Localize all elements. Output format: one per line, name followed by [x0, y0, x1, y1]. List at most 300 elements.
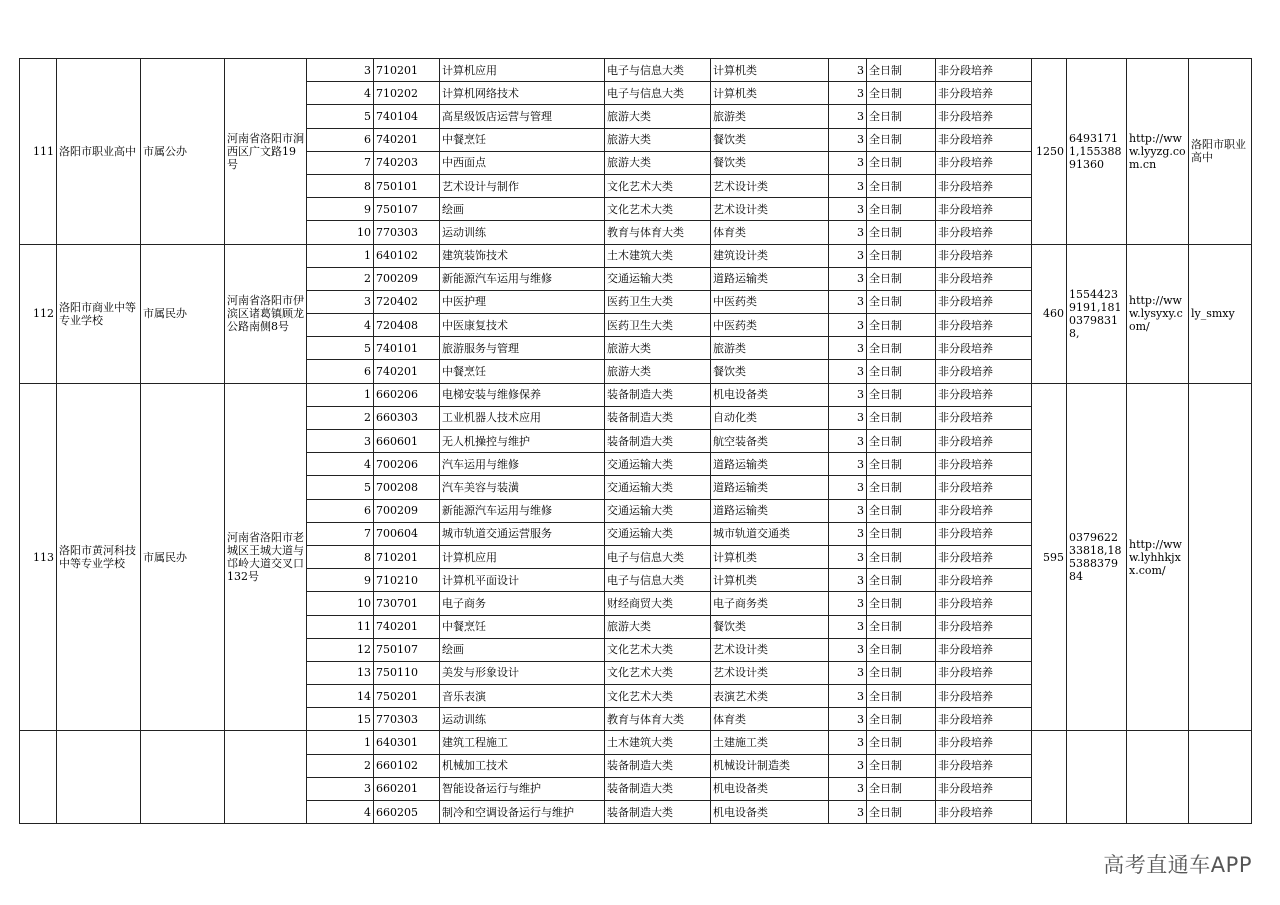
major-class: 电子商务类 [711, 592, 829, 615]
school-address: 河南省洛阳市老城区王城大道与邙岭大道交叉口132号 [225, 383, 307, 731]
major-code: 660206 [374, 383, 440, 406]
major-name: 旅游服务与管理 [440, 337, 605, 360]
training-type: 非分段培养 [936, 360, 1032, 383]
major-category: 教育与体育大类 [605, 221, 711, 244]
training-type: 非分段培养 [936, 105, 1032, 128]
major-category: 文化艺术大类 [605, 661, 711, 684]
major-class: 机电设备类 [711, 801, 829, 824]
study-mode: 全日制 [867, 522, 936, 545]
major-category: 装备制造大类 [605, 383, 711, 406]
major-years: 3 [829, 198, 867, 221]
major-years: 3 [829, 174, 867, 197]
major-name: 中餐烹饪 [440, 360, 605, 383]
school-remark [1189, 383, 1252, 731]
major-class: 体育类 [711, 708, 829, 731]
study-mode: 全日制 [867, 128, 936, 151]
major-seq: 4 [307, 453, 374, 476]
major-years: 3 [829, 314, 867, 337]
major-code: 740104 [374, 105, 440, 128]
enrollment-table [19, 58, 1252, 824]
major-code: 770303 [374, 708, 440, 731]
study-mode: 全日制 [867, 592, 936, 615]
table-row [20, 383, 1252, 406]
training-type: 非分段培养 [936, 221, 1032, 244]
training-type: 非分段培养 [936, 638, 1032, 661]
school-type [141, 731, 225, 824]
school-number [20, 731, 57, 824]
major-years: 3 [829, 82, 867, 105]
training-type: 非分段培养 [936, 383, 1032, 406]
major-code: 660102 [374, 754, 440, 777]
training-type: 非分段培养 [936, 267, 1032, 290]
major-class: 计算机类 [711, 545, 829, 568]
major-name: 电子商务 [440, 592, 605, 615]
major-category: 电子与信息大类 [605, 569, 711, 592]
major-name: 艺术设计与制作 [440, 174, 605, 197]
major-code: 740201 [374, 615, 440, 638]
study-mode: 全日制 [867, 59, 936, 82]
contact-phone: 15544239191,18103798318, [1067, 244, 1127, 383]
school-number: 113 [20, 383, 57, 731]
major-seq: 9 [307, 198, 374, 221]
school-address [225, 731, 307, 824]
major-class: 体育类 [711, 221, 829, 244]
major-seq: 3 [307, 430, 374, 453]
major-class: 餐饮类 [711, 360, 829, 383]
major-seq: 6 [307, 360, 374, 383]
major-seq: 4 [307, 314, 374, 337]
major-name: 计算机应用 [440, 59, 605, 82]
study-mode: 全日制 [867, 244, 936, 267]
major-code: 730701 [374, 592, 440, 615]
school-number: 112 [20, 244, 57, 383]
major-seq: 6 [307, 128, 374, 151]
major-code: 660303 [374, 406, 440, 429]
major-name: 中医康复技术 [440, 314, 605, 337]
study-mode: 全日制 [867, 708, 936, 731]
major-name: 中医护理 [440, 290, 605, 313]
major-seq: 3 [307, 59, 374, 82]
major-name: 运动训练 [440, 221, 605, 244]
major-class: 航空装备类 [711, 430, 829, 453]
major-category: 文化艺术大类 [605, 198, 711, 221]
school-name [57, 731, 141, 824]
major-category: 土木建筑大类 [605, 244, 711, 267]
major-code: 740201 [374, 360, 440, 383]
training-type: 非分段培养 [936, 453, 1032, 476]
study-mode: 全日制 [867, 221, 936, 244]
major-seq: 9 [307, 569, 374, 592]
major-code: 770303 [374, 221, 440, 244]
major-code: 640301 [374, 731, 440, 754]
school-address: 河南省洛阳市伊滨区诸葛镇顾龙公路南侧8号 [225, 244, 307, 383]
major-years: 3 [829, 685, 867, 708]
major-class: 餐饮类 [711, 128, 829, 151]
study-mode: 全日制 [867, 615, 936, 638]
training-type: 非分段培养 [936, 290, 1032, 313]
major-name: 美发与形象设计 [440, 661, 605, 684]
school-remark [1189, 731, 1252, 824]
major-seq: 1 [307, 731, 374, 754]
major-class: 机械设计制造类 [711, 754, 829, 777]
major-category: 装备制造大类 [605, 754, 711, 777]
school-website: http://www.lysyxy.com/ [1127, 244, 1189, 383]
study-mode: 全日制 [867, 801, 936, 824]
major-class: 中医药类 [711, 290, 829, 313]
major-code: 750110 [374, 661, 440, 684]
major-category: 旅游大类 [605, 337, 711, 360]
major-code: 740101 [374, 337, 440, 360]
major-code: 660205 [374, 801, 440, 824]
major-name: 电梯安装与维修保养 [440, 383, 605, 406]
major-category: 旅游大类 [605, 128, 711, 151]
major-seq: 2 [307, 267, 374, 290]
study-mode: 全日制 [867, 430, 936, 453]
major-category: 旅游大类 [605, 360, 711, 383]
major-class: 道路运输类 [711, 267, 829, 290]
major-seq: 11 [307, 615, 374, 638]
training-type: 非分段培养 [936, 151, 1032, 174]
training-type: 非分段培养 [936, 244, 1032, 267]
major-seq: 10 [307, 221, 374, 244]
school-website [1127, 731, 1189, 824]
major-class: 表演艺术类 [711, 685, 829, 708]
major-category: 土木建筑大类 [605, 731, 711, 754]
major-category: 装备制造大类 [605, 777, 711, 800]
training-type: 非分段培养 [936, 592, 1032, 615]
major-code: 640102 [374, 244, 440, 267]
major-class: 计算机类 [711, 82, 829, 105]
major-class: 艺术设计类 [711, 638, 829, 661]
training-type: 非分段培养 [936, 337, 1032, 360]
major-name: 新能源汽车运用与维修 [440, 499, 605, 522]
major-class: 艺术设计类 [711, 174, 829, 197]
major-code: 710210 [374, 569, 440, 592]
study-mode: 全日制 [867, 406, 936, 429]
study-mode: 全日制 [867, 105, 936, 128]
training-type: 非分段培养 [936, 777, 1032, 800]
training-type: 非分段培养 [936, 198, 1032, 221]
training-type: 非分段培养 [936, 174, 1032, 197]
study-mode: 全日制 [867, 638, 936, 661]
school-type: 市属民办 [141, 244, 225, 383]
major-seq: 14 [307, 685, 374, 708]
table-row [20, 731, 1252, 754]
major-seq: 7 [307, 151, 374, 174]
major-years: 3 [829, 592, 867, 615]
major-seq: 1 [307, 244, 374, 267]
study-mode: 全日制 [867, 267, 936, 290]
major-name: 新能源汽车运用与维修 [440, 267, 605, 290]
major-category: 教育与体育大类 [605, 708, 711, 731]
major-category: 装备制造大类 [605, 430, 711, 453]
major-name: 计算机平面设计 [440, 569, 605, 592]
study-mode: 全日制 [867, 499, 936, 522]
study-mode: 全日制 [867, 685, 936, 708]
major-code: 750101 [374, 174, 440, 197]
major-name: 高星级饭店运营与管理 [440, 105, 605, 128]
training-type: 非分段培养 [936, 522, 1032, 545]
major-years: 3 [829, 383, 867, 406]
major-years: 3 [829, 638, 867, 661]
study-mode: 全日制 [867, 453, 936, 476]
major-name: 建筑工程施工 [440, 731, 605, 754]
major-seq: 5 [307, 105, 374, 128]
major-seq: 4 [307, 82, 374, 105]
major-seq: 6 [307, 499, 374, 522]
training-type: 非分段培养 [936, 82, 1032, 105]
major-name: 计算机网络技术 [440, 82, 605, 105]
major-years: 3 [829, 499, 867, 522]
major-years: 3 [829, 801, 867, 824]
major-seq: 15 [307, 708, 374, 731]
major-years: 3 [829, 661, 867, 684]
training-type: 非分段培养 [936, 430, 1032, 453]
major-category: 交通运输大类 [605, 267, 711, 290]
training-type: 非分段培养 [936, 708, 1032, 731]
study-mode: 全日制 [867, 476, 936, 499]
study-mode: 全日制 [867, 545, 936, 568]
training-type: 非分段培养 [936, 406, 1032, 429]
training-type: 非分段培养 [936, 545, 1032, 568]
training-type: 非分段培养 [936, 569, 1032, 592]
major-seq: 7 [307, 522, 374, 545]
major-category: 装备制造大类 [605, 406, 711, 429]
major-name: 汽车运用与维修 [440, 453, 605, 476]
major-code: 720408 [374, 314, 440, 337]
major-years: 3 [829, 337, 867, 360]
table-row [20, 244, 1252, 267]
major-seq: 8 [307, 174, 374, 197]
school-website: http://www.lyyzg.com.cn [1127, 59, 1189, 245]
major-code: 700209 [374, 267, 440, 290]
major-code: 710201 [374, 59, 440, 82]
major-years: 3 [829, 545, 867, 568]
major-seq: 1 [307, 383, 374, 406]
study-mode: 全日制 [867, 82, 936, 105]
major-class: 机电设备类 [711, 383, 829, 406]
major-class: 建筑设计类 [711, 244, 829, 267]
major-years: 3 [829, 615, 867, 638]
major-category: 交通运输大类 [605, 522, 711, 545]
major-category: 交通运输大类 [605, 453, 711, 476]
study-mode: 全日制 [867, 661, 936, 684]
major-name: 音乐表演 [440, 685, 605, 708]
major-class: 餐饮类 [711, 151, 829, 174]
school-name: 洛阳市职业高中 [57, 59, 141, 245]
major-class: 计算机类 [711, 59, 829, 82]
major-class: 计算机类 [711, 569, 829, 592]
major-code: 700208 [374, 476, 440, 499]
major-name: 绘画 [440, 638, 605, 661]
major-category: 电子与信息大类 [605, 82, 711, 105]
major-seq: 3 [307, 777, 374, 800]
major-name: 汽车美容与装潢 [440, 476, 605, 499]
training-type: 非分段培养 [936, 615, 1032, 638]
major-code: 750107 [374, 638, 440, 661]
major-class: 城市轨道交通类 [711, 522, 829, 545]
study-mode: 全日制 [867, 174, 936, 197]
school-website: http://www.lyhhkjxx.com/ [1127, 383, 1189, 731]
enrollment-plan: 1250 [1032, 59, 1067, 245]
major-years: 3 [829, 406, 867, 429]
watermark: 高考直通车APP [1103, 853, 1252, 877]
major-seq: 10 [307, 592, 374, 615]
school-address: 河南省洛阳市涧西区广文路19号 [225, 59, 307, 245]
study-mode: 全日制 [867, 569, 936, 592]
major-years: 3 [829, 360, 867, 383]
contact-phone: 64931711,15538891360 [1067, 59, 1127, 245]
enrollment-plan [1032, 731, 1067, 824]
major-name: 运动训练 [440, 708, 605, 731]
training-type: 非分段培养 [936, 661, 1032, 684]
major-name: 工业机器人技术应用 [440, 406, 605, 429]
major-category: 交通运输大类 [605, 499, 711, 522]
training-type: 非分段培养 [936, 754, 1032, 777]
major-category: 装备制造大类 [605, 801, 711, 824]
major-class: 土建施工类 [711, 731, 829, 754]
major-category: 电子与信息大类 [605, 59, 711, 82]
major-code: 710202 [374, 82, 440, 105]
training-type: 非分段培养 [936, 59, 1032, 82]
major-class: 自动化类 [711, 406, 829, 429]
major-category: 医药卫生大类 [605, 314, 711, 337]
major-years: 3 [829, 151, 867, 174]
study-mode: 全日制 [867, 777, 936, 800]
major-name: 中餐烹饪 [440, 615, 605, 638]
major-class: 机电设备类 [711, 777, 829, 800]
major-years: 3 [829, 731, 867, 754]
study-mode: 全日制 [867, 314, 936, 337]
school-remark: ly_smxy [1189, 244, 1252, 383]
major-years: 3 [829, 430, 867, 453]
study-mode: 全日制 [867, 360, 936, 383]
major-category: 旅游大类 [605, 151, 711, 174]
major-class: 道路运输类 [711, 499, 829, 522]
major-class: 道路运输类 [711, 453, 829, 476]
study-mode: 全日制 [867, 754, 936, 777]
training-type: 非分段培养 [936, 731, 1032, 754]
study-mode: 全日制 [867, 383, 936, 406]
major-years: 3 [829, 221, 867, 244]
training-type: 非分段培养 [936, 476, 1032, 499]
study-mode: 全日制 [867, 290, 936, 313]
major-years: 3 [829, 754, 867, 777]
major-name: 计算机应用 [440, 545, 605, 568]
major-class: 旅游类 [711, 337, 829, 360]
major-code: 740203 [374, 151, 440, 174]
major-seq: 5 [307, 476, 374, 499]
training-type: 非分段培养 [936, 128, 1032, 151]
major-years: 3 [829, 59, 867, 82]
major-years: 3 [829, 105, 867, 128]
major-years: 3 [829, 708, 867, 731]
major-category: 交通运输大类 [605, 476, 711, 499]
school-type: 市属公办 [141, 59, 225, 245]
major-name: 绘画 [440, 198, 605, 221]
study-mode: 全日制 [867, 731, 936, 754]
training-type: 非分段培养 [936, 685, 1032, 708]
major-seq: 12 [307, 638, 374, 661]
major-name: 城市轨道交通运营服务 [440, 522, 605, 545]
major-seq: 8 [307, 545, 374, 568]
major-years: 3 [829, 777, 867, 800]
training-type: 非分段培养 [936, 499, 1032, 522]
major-code: 660201 [374, 777, 440, 800]
table-row [20, 59, 1252, 82]
study-mode: 全日制 [867, 198, 936, 221]
major-seq: 2 [307, 754, 374, 777]
major-class: 旅游类 [711, 105, 829, 128]
study-mode: 全日制 [867, 337, 936, 360]
major-category: 财经商贸大类 [605, 592, 711, 615]
major-class: 餐饮类 [711, 615, 829, 638]
major-code: 750107 [374, 198, 440, 221]
major-code: 700604 [374, 522, 440, 545]
major-class: 艺术设计类 [711, 198, 829, 221]
major-code: 660601 [374, 430, 440, 453]
major-years: 3 [829, 244, 867, 267]
major-name: 建筑装饰技术 [440, 244, 605, 267]
training-type: 非分段培养 [936, 314, 1032, 337]
study-mode: 全日制 [867, 151, 936, 174]
school-type: 市属民办 [141, 383, 225, 731]
enrollment-plan: 595 [1032, 383, 1067, 731]
major-years: 3 [829, 267, 867, 290]
school-number: 111 [20, 59, 57, 245]
major-seq: 3 [307, 290, 374, 313]
major-category: 电子与信息大类 [605, 545, 711, 568]
school-name: 洛阳市黄河科技中等专业学校 [57, 383, 141, 731]
major-years: 3 [829, 476, 867, 499]
school-remark: 洛阳市职业高中 [1189, 59, 1252, 245]
major-category: 旅游大类 [605, 105, 711, 128]
major-years: 3 [829, 128, 867, 151]
major-seq: 13 [307, 661, 374, 684]
major-class: 道路运输类 [711, 476, 829, 499]
major-code: 740201 [374, 128, 440, 151]
major-category: 文化艺术大类 [605, 685, 711, 708]
major-name: 中西面点 [440, 151, 605, 174]
major-name: 机械加工技术 [440, 754, 605, 777]
major-years: 3 [829, 522, 867, 545]
major-name: 制冷和空调设备运行与维护 [440, 801, 605, 824]
major-category: 文化艺术大类 [605, 638, 711, 661]
major-seq: 5 [307, 337, 374, 360]
training-type: 非分段培养 [936, 801, 1032, 824]
table-body [20, 59, 1252, 824]
major-seq: 4 [307, 801, 374, 824]
major-code: 700206 [374, 453, 440, 476]
major-years: 3 [829, 290, 867, 313]
major-seq: 2 [307, 406, 374, 429]
major-code: 710201 [374, 545, 440, 568]
major-code: 720402 [374, 290, 440, 313]
major-name: 无人机操控与维护 [440, 430, 605, 453]
major-name: 中餐烹饪 [440, 128, 605, 151]
major-code: 750201 [374, 685, 440, 708]
major-category: 文化艺术大类 [605, 174, 711, 197]
major-years: 3 [829, 569, 867, 592]
major-class: 艺术设计类 [711, 661, 829, 684]
major-name: 智能设备运行与维护 [440, 777, 605, 800]
major-class: 中医药类 [711, 314, 829, 337]
major-category: 旅游大类 [605, 615, 711, 638]
major-category: 医药卫生大类 [605, 290, 711, 313]
major-years: 3 [829, 453, 867, 476]
enrollment-plan: 460 [1032, 244, 1067, 383]
major-code: 700209 [374, 499, 440, 522]
